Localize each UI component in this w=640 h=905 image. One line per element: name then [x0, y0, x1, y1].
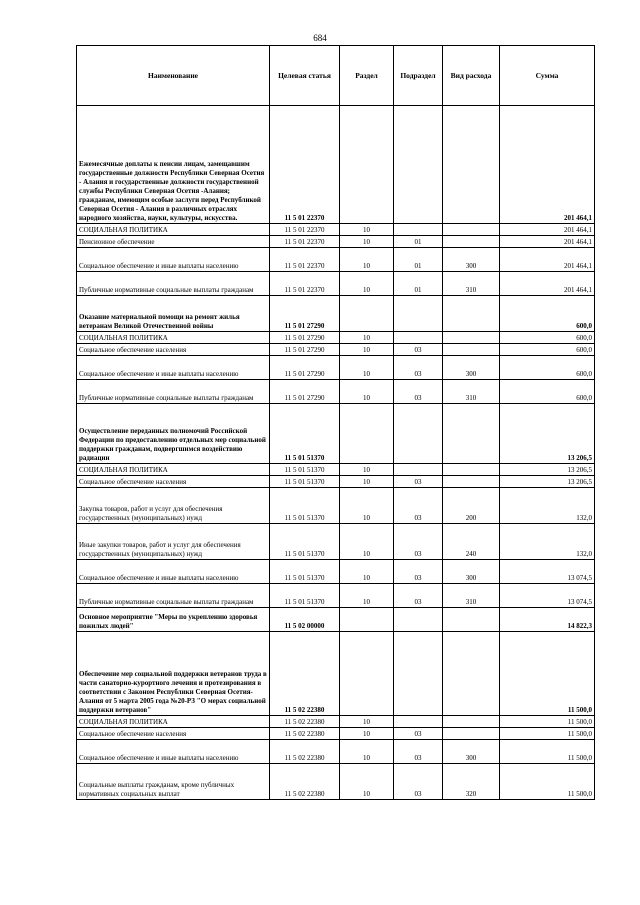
cell-sum: 201 464,1 [500, 106, 595, 224]
cell-target: 11 5 01 27290 [270, 296, 340, 332]
cell-section: 10 [340, 560, 394, 584]
cell-sum: 11 500,0 [500, 716, 595, 728]
cell-sum: 14 822,3 [500, 608, 595, 632]
header-subsection: Подраздел [394, 46, 443, 106]
cell-name: Социальное обеспечение населения [77, 344, 270, 356]
cell-name: СОЦИАЛЬНАЯ ПОЛИТИКА [77, 224, 270, 236]
cell-name: Осуществление переданных полномочий Российской Федерации по предоставлению отдельных мер социальной поддержки гражданам, подвергшимся воздействию радиации [77, 404, 270, 464]
table-row [77, 344, 595, 356]
cell-sum: 132,0 [500, 488, 595, 524]
cell-subsection: 03 [394, 584, 443, 608]
header-section: Раздел [340, 46, 394, 106]
cell-subsection [394, 296, 443, 332]
cell-sum: 201 464,1 [500, 248, 595, 272]
cell-sum: 11 500,0 [500, 764, 595, 800]
cell-sum: 13 206,5 [500, 404, 595, 464]
cell-section: 10 [340, 272, 394, 296]
cell-expense-type [443, 236, 500, 248]
cell-expense-type [443, 404, 500, 464]
cell-sum: 11 500,0 [500, 728, 595, 740]
table-row [77, 488, 595, 524]
cell-subsection: 03 [394, 728, 443, 740]
header-name: Наименование [77, 46, 270, 106]
cell-target: 11 5 01 51370 [270, 488, 340, 524]
cell-name: Пенсионное обеспечение [77, 236, 270, 248]
cell-section: 10 [340, 476, 394, 488]
cell-subsection: 03 [394, 740, 443, 764]
cell-subsection: 03 [394, 356, 443, 380]
cell-target: 11 5 01 27290 [270, 332, 340, 344]
cell-expense-type: 310 [443, 272, 500, 296]
cell-name: Основное мероприятие "Меры по укреплению здоровья пожилых людей" [77, 608, 270, 632]
table-row [77, 236, 595, 248]
cell-section [340, 106, 394, 224]
table-row [77, 356, 595, 380]
cell-target: 11 5 01 51370 [270, 404, 340, 464]
cell-target: 11 5 01 51370 [270, 584, 340, 608]
cell-expense-type [443, 296, 500, 332]
cell-target: 11 5 01 51370 [270, 560, 340, 584]
cell-subsection [394, 716, 443, 728]
table-row [77, 464, 595, 476]
cell-expense-type: 310 [443, 584, 500, 608]
cell-sum: 600,0 [500, 296, 595, 332]
cell-target: 11 5 01 22370 [270, 248, 340, 272]
cell-target: 11 5 02 22380 [270, 764, 340, 800]
cell-sum: 13 074,5 [500, 560, 595, 584]
cell-section [340, 404, 394, 464]
cell-subsection [394, 404, 443, 464]
cell-expense-type [443, 608, 500, 632]
cell-section [340, 632, 394, 716]
cell-expense-type: 300 [443, 356, 500, 380]
cell-target: 11 5 01 22370 [270, 224, 340, 236]
cell-sum: 13 074,5 [500, 584, 595, 608]
cell-section: 10 [340, 764, 394, 800]
cell-section: 10 [340, 332, 394, 344]
cell-subsection: 03 [394, 764, 443, 800]
cell-name: Социальные выплаты гражданам, кроме публичных нормативных социальных выплат [77, 764, 270, 800]
cell-expense-type: 310 [443, 380, 500, 404]
table-row [77, 764, 595, 800]
table-row [77, 296, 595, 332]
header-expense-type: Вид расхода [443, 46, 500, 106]
cell-expense-type: 300 [443, 560, 500, 584]
cell-target: 11 5 02 00000 [270, 608, 340, 632]
cell-subsection: 01 [394, 248, 443, 272]
cell-subsection [394, 632, 443, 716]
cell-sum: 11 500,0 [500, 632, 595, 716]
table-row [77, 248, 595, 272]
cell-sum: 600,0 [500, 380, 595, 404]
cell-name: Социальное обеспечение населения [77, 728, 270, 740]
cell-section: 10 [340, 356, 394, 380]
cell-subsection [394, 464, 443, 476]
table-row [77, 584, 595, 608]
header-sum: Сумма [500, 46, 595, 106]
table-header-row [77, 46, 595, 106]
cell-subsection [394, 608, 443, 632]
budget-table [76, 45, 595, 800]
cell-subsection [394, 106, 443, 224]
cell-expense-type: 240 [443, 524, 500, 560]
cell-sum: 600,0 [500, 332, 595, 344]
cell-name: Оказание материальной помощи на ремонт жилья ветеранам Великой Отечественной войны [77, 296, 270, 332]
table-row [77, 272, 595, 296]
cell-target: 11 5 02 22380 [270, 716, 340, 728]
table-row [77, 728, 595, 740]
page-number: 684 [313, 33, 327, 43]
cell-sum: 11 500,0 [500, 740, 595, 764]
cell-name: Закупка товаров, работ и услуг для обеспечения государственных (муниципальных) нужд [77, 488, 270, 524]
cell-name: Ежемесячные доплаты к пенсии лицам, замещавшим государственные должности Республики Северная Осетия - Алания и государственные должности государственной службы Республики Северная Осетия -Алания; гражданам, имеющим особые заслуги перед Республикой Северная Осетия - Алания в различных отраслях народного хозяйства, науки, культуры, искусства. [77, 106, 270, 224]
cell-expense-type [443, 476, 500, 488]
cell-sum: 201 464,1 [500, 272, 595, 296]
cell-name: Социальное обеспечение населения [77, 476, 270, 488]
cell-target: 11 5 01 22370 [270, 106, 340, 224]
cell-name: Обеспечение мер социальной поддержки ветеранов труда в части санаторно-курортного лечения и протезирования в соответствии с Законом Республики Северная Осетия-Алания от 5 марта 2005 года №20-РЗ "О мерах социальной поддержки ветеранов" [77, 632, 270, 716]
cell-subsection: 03 [394, 524, 443, 560]
cell-expense-type [443, 332, 500, 344]
cell-section: 10 [340, 224, 394, 236]
cell-section: 10 [340, 344, 394, 356]
cell-sum: 600,0 [500, 344, 595, 356]
cell-target: 11 5 01 51370 [270, 464, 340, 476]
cell-target: 11 5 02 22380 [270, 728, 340, 740]
cell-subsection: 03 [394, 344, 443, 356]
cell-name: СОЦИАЛЬНАЯ ПОЛИТИКА [77, 464, 270, 476]
cell-section: 10 [340, 740, 394, 764]
cell-subsection: 03 [394, 488, 443, 524]
cell-section: 10 [340, 524, 394, 560]
cell-name: Социальное обеспечение и иные выплаты населению [77, 356, 270, 380]
cell-name: Иные закупки товаров, работ и услуг для обеспечения государственных (муниципальных) нужд [77, 524, 270, 560]
cell-name: Публичные нормативные социальные выплаты гражданам [77, 272, 270, 296]
cell-expense-type: 300 [443, 740, 500, 764]
cell-expense-type: 300 [443, 248, 500, 272]
cell-sum: 132,0 [500, 524, 595, 560]
cell-subsection [394, 224, 443, 236]
table-row [77, 740, 595, 764]
cell-section [340, 608, 394, 632]
cell-section: 10 [340, 380, 394, 404]
cell-section: 10 [340, 464, 394, 476]
table-row [77, 224, 595, 236]
cell-section: 10 [340, 248, 394, 272]
cell-section: 10 [340, 584, 394, 608]
cell-target: 11 5 01 22370 [270, 272, 340, 296]
cell-expense-type: 320 [443, 764, 500, 800]
table-body [77, 106, 595, 800]
table-row [77, 404, 595, 464]
table-row [77, 524, 595, 560]
cell-sum: 201 464,1 [500, 224, 595, 236]
cell-target: 11 5 01 51370 [270, 476, 340, 488]
cell-target: 11 5 02 22380 [270, 632, 340, 716]
cell-expense-type [443, 728, 500, 740]
cell-expense-type [443, 716, 500, 728]
table-row [77, 716, 595, 728]
cell-target: 11 5 01 51370 [270, 524, 340, 560]
cell-subsection: 03 [394, 560, 443, 584]
cell-name: СОЦИАЛЬНАЯ ПОЛИТИКА [77, 716, 270, 728]
cell-section: 10 [340, 716, 394, 728]
cell-name: СОЦИАЛЬНАЯ ПОЛИТИКА [77, 332, 270, 344]
cell-sum: 13 206,5 [500, 464, 595, 476]
cell-subsection: 03 [394, 476, 443, 488]
cell-section: 10 [340, 236, 394, 248]
cell-section: 10 [340, 728, 394, 740]
cell-expense-type: 200 [443, 488, 500, 524]
table-row [77, 476, 595, 488]
cell-name: Социальное обеспечение и иные выплаты населению [77, 740, 270, 764]
cell-target: 11 5 01 27290 [270, 356, 340, 380]
cell-expense-type [443, 464, 500, 476]
cell-sum: 13 206,5 [500, 476, 595, 488]
cell-subsection: 01 [394, 236, 443, 248]
cell-section: 10 [340, 488, 394, 524]
header-target: Целевая статья [270, 46, 340, 106]
cell-target: 11 5 02 22380 [270, 740, 340, 764]
cell-target: 11 5 01 27290 [270, 344, 340, 356]
cell-sum: 600,0 [500, 356, 595, 380]
cell-subsection: 01 [394, 272, 443, 296]
cell-subsection: 03 [394, 380, 443, 404]
cell-section [340, 296, 394, 332]
table-row [77, 332, 595, 344]
table-row [77, 560, 595, 584]
cell-expense-type [443, 344, 500, 356]
cell-expense-type [443, 632, 500, 716]
cell-target: 11 5 01 27290 [270, 380, 340, 404]
table-row [77, 632, 595, 716]
cell-expense-type [443, 224, 500, 236]
table-row [77, 380, 595, 404]
cell-name: Социальное обеспечение и иные выплаты населению [77, 248, 270, 272]
cell-sum: 201 464,1 [500, 236, 595, 248]
cell-subsection [394, 332, 443, 344]
table-row [77, 608, 595, 632]
cell-name: Публичные нормативные социальные выплаты гражданам [77, 584, 270, 608]
cell-target: 11 5 01 22370 [270, 236, 340, 248]
cell-name: Публичные нормативные социальные выплаты гражданам [77, 380, 270, 404]
cell-expense-type [443, 106, 500, 224]
cell-name: Социальное обеспечение и иные выплаты населению [77, 560, 270, 584]
table-row [77, 106, 595, 224]
